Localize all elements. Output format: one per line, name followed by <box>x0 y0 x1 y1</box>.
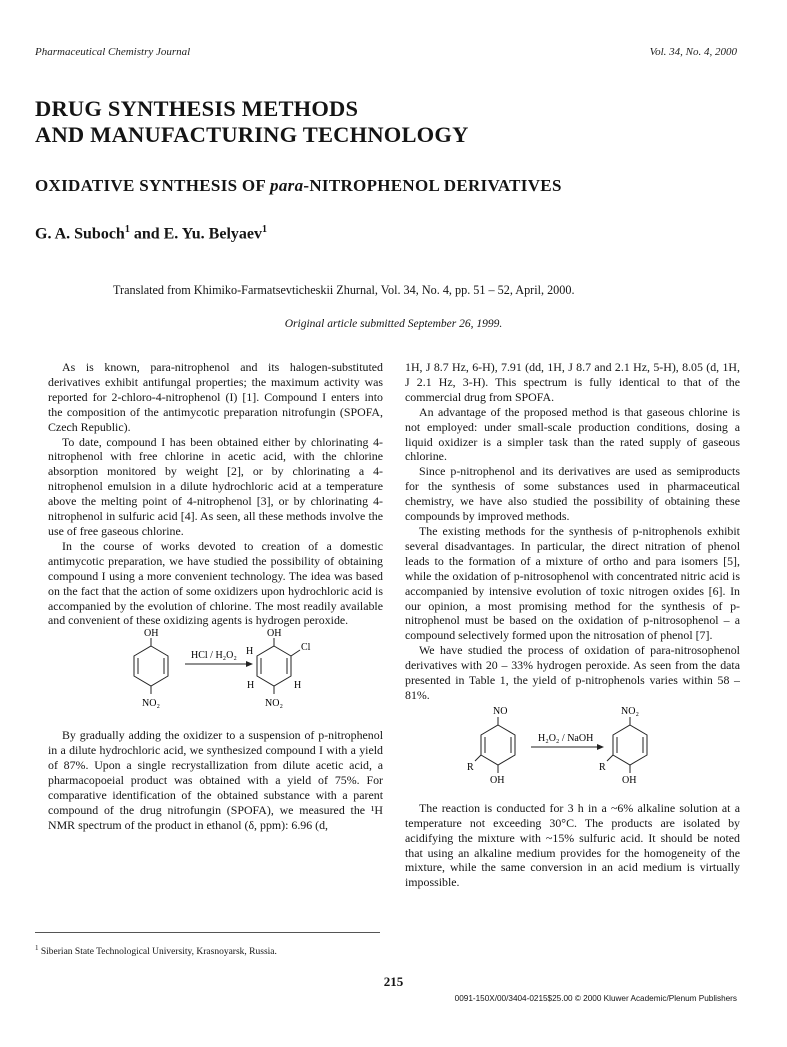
reaction-arrowhead <box>246 661 253 667</box>
right-column <box>405 360 740 890</box>
reactant-no-label: NO <box>493 705 508 717</box>
paragraph-4: By gradually adding the oxidizer to a suspension of p-nitrophenol in a dilute hydrochloric acid, we synthesized compound I with a yield of 87%. Upon a single recrystallization from dilute acetic acid, a pharmacopoeial product was obtained with a yield of 75%. For comparative identification of the obtained substance with a parent compound of the drug nitrofungin (SPOFA), we measured the ¹H NMR spectrum of the product in ethanol (δ, ppm): 6.96 (d, <box>48 728 383 832</box>
author-1: G. A. Suboch <box>35 225 125 243</box>
article-title-italic: para <box>270 176 304 195</box>
reagent-label: HCl / H₂O₂ <box>191 650 237 662</box>
paragraph-1: As is known, para-nitrophenol and its halogen-substituted derivatives exhibit antifungal properties; the maximum activity was reported for 2-chloro-4-nitrophenol (I) [1]. Compound I enters into the composition of the antimycotic preparation nitrofungin (SPOFA, Czech Republic). <box>48 360 383 434</box>
author-separator: and <box>129 225 164 243</box>
product-r-label: R <box>599 761 606 773</box>
product-no2-label: NO₂ <box>621 705 639 717</box>
paragraph-10: The reaction is conducted for 3 h in a ~6% alkaline solution at a temperature not exceeding 30°C. The products are isolated by acidifying the mixture with ~15% sulfuric acid. It should be noted that using an alkaline medium provides for the homogeneity of the mixture, while the same conversion in an acid medium is virtually impossible. <box>405 800 740 890</box>
left-column <box>48 360 383 833</box>
page-number: 215 <box>383 974 404 989</box>
reactant-r-label: R <box>467 761 474 773</box>
reactant-structure-nitrophenol <box>134 638 168 694</box>
product-oh-label: OH <box>267 628 282 640</box>
author-2-affiliation: 1 <box>262 224 267 235</box>
reactant-oh-label: OH <box>144 628 159 640</box>
authors <box>35 224 267 243</box>
footnote <box>35 944 277 957</box>
product-cl-label: Cl <box>301 642 311 654</box>
submission-date: Original article submitted September 26, 1999. <box>284 318 503 330</box>
paragraph-5: 1H, J 8.7 Hz, 6-H), 7.91 (dd, 1H, J 8.7 and 2.1 Hz, 5-H), 8.05 (d, 1H, J 2.1 Hz, 3-H). This spectrum is fully identical to that of the commercial drug from SPOFA. <box>405 360 740 404</box>
paragraph-8: The existing methods for the synthesis of p-nitrophenols exhibit several disadvantages. In particular, the direct nitration of phenol leads to the formation of a mixture of ortho and para isomers [5], while the oxidation of p-nitrosophenol with concentrated nitric acid is accompanied by intensive evolution of toxic nitrogen oxides [6]. In our opinion, a most promising method for the synthesis of p-nitrophenol must be based on the oxidation of p-nitrosophenol – a compound selectively formed upon the nitrosation of phenol [7]. <box>405 523 740 643</box>
product-h-label-2: H <box>247 680 255 692</box>
product-h-label-3: H <box>294 680 302 692</box>
running-header-journal: Pharmaceutical Chemistry Journal <box>35 46 191 58</box>
reagent-label: H₂O₂ / NaOH <box>538 732 594 744</box>
article-title-part-1: OXIDATIVE SYNTHESIS OF <box>35 176 271 195</box>
copyright-line: 0091-150X/00/3404-0215$25.00 © 2000 Kluwer Academic/Plenum Publishers <box>454 994 737 1003</box>
reaction-scheme-chlorination <box>48 628 383 728</box>
reaction-scheme-oxidation <box>405 703 740 801</box>
paragraph-2: To date, compound I has been obtained either by chlorinating 4-nitrophenol with free chlorine in acetic acid, with the chlorine absorption monitored by weight [2], or by chlorinating a 4-nitrophenol emulsion in a dilute hydrochloric acid at a temperature above the melting point of 4-nitrophenol [3], or by chlorinating 4-nitrophenol in sulfuric acid [4]. As seen, all these methods involve the use of free gaseous chlorine. <box>48 434 383 538</box>
paragraph-6: An advantage of the proposed method is that gaseous chlorine is not employed: under small-scale production conditions, dosing a liquid oxidizer is a simpler task than the rated supply of gaseous chlorine. <box>405 404 740 464</box>
article-title <box>35 176 755 196</box>
product-h-label-1: H <box>246 646 254 658</box>
running-header-volume: Vol. 34, No. 4, 2000 <box>649 46 737 58</box>
paragraph-7: Since p-nitrophenol and its derivatives are used as semiproducts for the synthesis of some substances used in pharmaceutical chemistry, we have also studied the possibility of obtaining these compounds by improved methods. <box>405 464 740 524</box>
footnote-divider <box>35 932 380 933</box>
paragraph-3: In the course of works devoted to creation of a domestic antimycotic preparation, we have studied the possibility of obtaining compound I using a more convenient technology. The idea was based on the fact that the action of some oxidizers upon hydrochloric acid is accompanied by the evolution of chlorine. The most readily available and convenient of these oxidizing agents is hydrogen peroxide. <box>48 538 383 628</box>
section-title-line-1: DRUG SYNTHESIS METHODS <box>35 96 359 121</box>
product-oh-label: OH <box>622 774 637 786</box>
reactant-oh-label: OH <box>490 774 505 786</box>
footnote-mark: 1 <box>35 944 39 952</box>
article-title-part-2: -NITROPHENOL DERIVATIVES <box>303 176 562 195</box>
reactant-no2-label: NO₂ <box>142 698 160 710</box>
section-title-line-2: AND MANUFACTURING TECHNOLOGY <box>35 122 469 147</box>
product-structure-nitrophenol <box>607 717 647 773</box>
author-2: E. Yu. Belyaev <box>163 225 262 243</box>
paragraph-9: We have studied the process of oxidation of para-nitrosophenol derivatives with 20 – 33% hydrogen peroxide. As seen from the data presented in Table 1, the yield of p-nitrophenols varies within 58 – 81%. <box>405 643 740 702</box>
reactant-structure-nitrosophenol <box>475 717 515 773</box>
reaction-arrowhead <box>597 744 604 750</box>
product-no2-label: NO₂ <box>265 698 283 710</box>
footnote-text: Siberian State Technological University, Krasnoyarsk, Russia. <box>40 947 277 958</box>
translation-note: Translated from Khimiko-Farmatsevticheskii Zhurnal, Vol. 34, No. 4, pp. 51 – 52, April, 2000. <box>113 283 575 297</box>
section-title <box>35 96 735 148</box>
author-1-affiliation: 1 <box>124 224 130 235</box>
